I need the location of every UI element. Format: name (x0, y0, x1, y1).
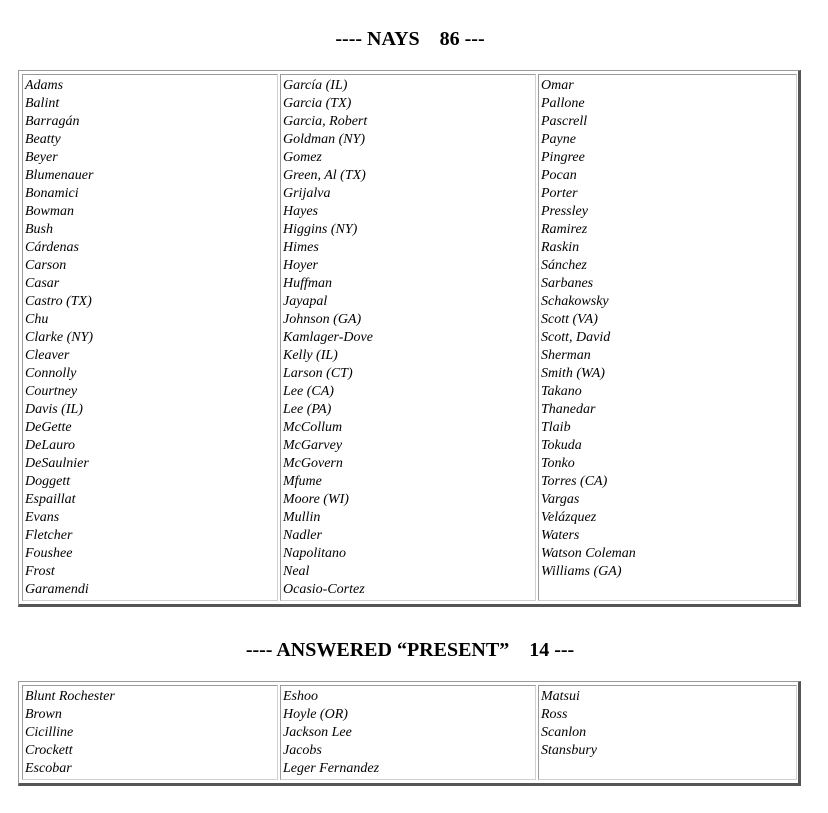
member-name: Kamlager-Dove (283, 330, 373, 345)
member-name: Tlaib (541, 420, 571, 435)
member-name: Hoyle (OR) (283, 707, 348, 722)
member-name: Lee (CA) (283, 384, 334, 399)
member-name: Evans (25, 510, 60, 525)
member-name: Cleaver (25, 348, 70, 363)
member-name: Hoyer (283, 258, 318, 273)
member-name: Bonamici (25, 186, 79, 201)
member-name: Schakowsky (541, 294, 609, 309)
member-name: Takano (541, 384, 582, 399)
nays-heading: ---- NAYS 86 --- (335, 28, 485, 50)
member-name: Scott, David (541, 330, 611, 345)
member-name: Clarke (NY) (25, 330, 94, 345)
present-heading: ---- ANSWERED “PRESENT” 14 --- (245, 639, 575, 661)
member-name: Smith (WA) (541, 366, 605, 381)
member-name: Sánchez (541, 258, 587, 273)
member-name: DeSaulnier (25, 456, 89, 471)
member-name: Escobar (25, 761, 72, 776)
member-name: Vargas (541, 492, 580, 507)
member-name: McCollum (283, 420, 343, 435)
member-name: Pressley (541, 204, 588, 219)
member-name: Connolly (25, 366, 77, 381)
member-name: Ocasio-Cortez (283, 582, 365, 597)
member-name: Cárdenas (25, 240, 79, 255)
member-name: Mfume (283, 474, 322, 489)
member-name: Chu (25, 312, 49, 327)
member-name: Kelly (IL) (283, 348, 338, 363)
member-name: Leger Fernandez (283, 761, 380, 776)
member-name: Garamendi (25, 582, 89, 597)
member-name: Omar (541, 78, 574, 93)
member-name: Beyer (25, 150, 58, 165)
member-name: Garcia (TX) (283, 96, 352, 111)
member-name: Casar (25, 276, 60, 291)
member-name: Lee (PA) (283, 402, 332, 417)
member-name: Garcia, Robert (283, 114, 368, 129)
member-name: Gomez (283, 150, 322, 165)
member-name: Neal (283, 564, 310, 579)
member-name: Porter (541, 186, 578, 201)
member-name: Eshoo (283, 689, 318, 704)
present-column-3 (538, 685, 797, 780)
member-name: Foushee (25, 546, 73, 561)
member-name: Matsui (541, 689, 580, 704)
member-name: Frost (25, 564, 55, 579)
member-name: Ross (541, 707, 568, 722)
member-name: Watson Coleman (541, 546, 636, 561)
member-name: Goldman (NY) (283, 132, 366, 147)
nays-column-1 (22, 74, 278, 601)
member-name: Pallone (541, 96, 585, 111)
member-name: Sherman (541, 348, 591, 363)
member-name: Raskin (541, 240, 580, 255)
member-name: Crockett (25, 743, 73, 758)
member-name: Green, Al (TX) (283, 168, 366, 183)
member-name: Napolitano (283, 546, 347, 561)
member-name: Scott (VA) (541, 312, 598, 327)
nays-table (18, 70, 801, 607)
nays-column-3 (538, 74, 797, 601)
member-name: Sarbanes (541, 276, 594, 291)
member-name: Waters (541, 528, 580, 543)
member-name: Barragán (25, 114, 80, 129)
present-column-2 (280, 685, 536, 780)
member-name: Payne (541, 132, 576, 147)
member-name: Castro (TX) (25, 294, 92, 309)
member-name: García (IL) (283, 78, 348, 93)
member-name: Pocan (541, 168, 577, 183)
present-table (18, 681, 801, 786)
member-name: Grijalva (283, 186, 331, 201)
member-name: Bush (25, 222, 53, 237)
member-name: Courtney (25, 384, 78, 399)
member-name: Adams (25, 78, 64, 93)
member-name: Fletcher (25, 528, 73, 543)
member-name: Scanlon (541, 725, 587, 740)
member-name: Tokuda (541, 438, 582, 453)
member-name: McGarvey (283, 438, 343, 453)
member-name: Higgins (NY) (283, 222, 358, 237)
member-name: Stansbury (541, 743, 597, 758)
member-name: Mullin (283, 510, 321, 525)
member-name: Jacobs (283, 743, 322, 758)
member-name: McGovern (283, 456, 343, 471)
member-name: Thanedar (541, 402, 596, 417)
member-name: Carson (25, 258, 67, 273)
member-name: Moore (WI) (283, 492, 349, 507)
member-name: Balint (25, 96, 60, 111)
member-name: Doggett (25, 474, 71, 489)
member-name: Larson (CT) (283, 366, 353, 381)
member-name: Huffman (283, 276, 332, 291)
member-name: Blumenauer (25, 168, 94, 183)
member-name: DeGette (25, 420, 72, 435)
member-name: Beatty (25, 132, 61, 147)
member-name: Espaillat (25, 492, 76, 507)
member-name: Jayapal (283, 294, 328, 309)
member-name: Jackson Lee (283, 725, 352, 740)
member-name: Johnson (GA) (283, 312, 362, 327)
nays-column-2 (280, 74, 536, 601)
member-name: Pingree (541, 150, 585, 165)
member-name: Williams (GA) (541, 564, 622, 579)
member-name: Blunt Rochester (25, 689, 115, 704)
member-name: Davis (IL) (25, 402, 83, 417)
member-name: Brown (25, 707, 62, 722)
member-name: Nadler (283, 528, 322, 543)
member-name: Torres (CA) (541, 474, 608, 489)
member-name: Pascrell (541, 114, 588, 129)
member-name: Velázquez (541, 510, 597, 525)
member-name: Ramirez (541, 222, 588, 237)
present-column-1 (22, 685, 278, 780)
member-name: Tonko (541, 456, 575, 471)
member-name: DeLauro (25, 438, 76, 453)
member-name: Himes (283, 240, 319, 255)
member-name: Bowman (25, 204, 74, 219)
member-name: Cicilline (25, 725, 74, 740)
member-name: Hayes (283, 204, 318, 219)
